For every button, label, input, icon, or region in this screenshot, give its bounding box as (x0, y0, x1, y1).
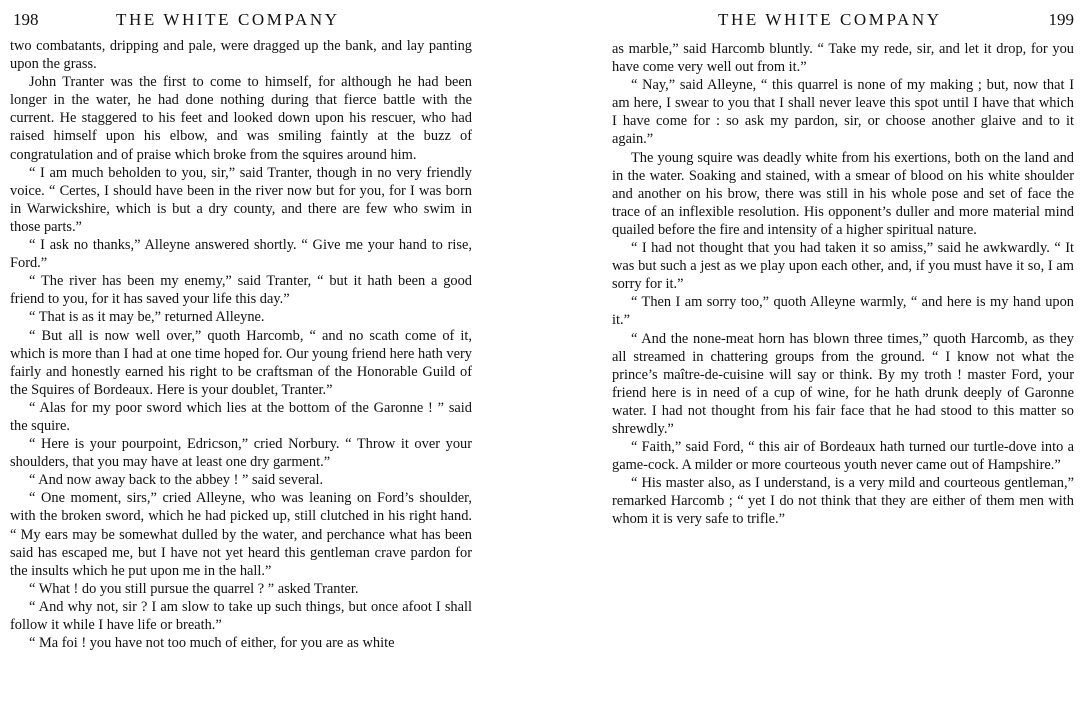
paragraph: “ I am much beholden to you, sir,” said Tranter, though in no very friendly voice. “ Certes, I should have been in the river now but for you, for I was born in Warwickshire, which is but a dry county, and there are few who swim in those parts.” (10, 164, 472, 235)
right-page (612, 0, 1074, 708)
running-head-left (10, 0, 472, 34)
paragraph: two combatants, dripping and pale, were dragged up the bank, and lay panting upon the grass. (10, 38, 472, 73)
paragraph: “ Alas for my poor sword which lies at the bottom of the Garonne ! ” said the squire. (10, 399, 472, 434)
paragraph: “ The river has been my enemy,” said Tranter, “ but it hath been a good friend to you, for it has saved your life this day.” (10, 273, 472, 308)
paragraph: “ One moment, sirs,” cried Alleyne, who was leaning on Ford’s shoulder, with the broken sword, which he had picked up, still clutched in his right hand. “ My ears may be somewhat dulled by the water, and perchance what has been said has escaped me, but I have not yet heard this gentleman crave pardon for the insults which he put upon me in the hall.” (10, 490, 472, 579)
left-page-text (10, 37, 472, 652)
paragraph: “ Then I am sorry too,” quoth Alleyne warmly, “ and here is my hand upon it.” (612, 294, 1074, 329)
paragraph: “ That is as it may be,” returned Alleyne. (29, 309, 265, 326)
book-title-right: THE WHITE COMPANY (718, 10, 942, 29)
paragraph: “ But all is now well over,” quoth Harcomb, “ and no scath come of it, which is more than I had at one time hoped for. Our young friend here hath very fairly and honestly earned his right to be craftsman of the Honorable Guild of the Squires of Bordeaux. Here is your doublet, Tranter.” (10, 327, 472, 398)
running-head-right (612, 0, 1074, 34)
paragraph: The young squire was deadly white from his exertions, both on the land and in the water. Soaking and stained, with a smear of blood on his white shoulder and another on his brow, there was still in his whole pose and set of face the trace of an inflexible resolution. His opponent’s duller and more material mind quailed before the fire and intensity of a higher spiritual nature. (612, 149, 1074, 238)
paragraph: “ I had not thought that you had taken it so amiss,” said he awkwardly. “ It was but such a jest as we play upon each other, and, if you must have it so, I am sorry for it.” (612, 240, 1074, 293)
page-number-left: 198 (13, 10, 39, 29)
paragraph: as marble,” said Harcomb bluntly. “ Take my rede, sir, and let it drop, for you have come very well out from it.” (612, 41, 1074, 76)
paragraph: “ Here is your pourpoint, Edricson,” cried Norbury. “ Throw it over your shoulders, that you may have at least one dry garment.” (10, 436, 472, 471)
paragraph: “ And the none-meat horn has blown three times,” quoth Harcomb, as they all streamed in chattering groups from the ground. “ I know not what the prince’s maître-de-cuisine will say or think. By my troth ! master Ford, your friend here is in need of a cup of wine, for he hath drunk deeply of Garonne water. I had not thought from his fair face that he had stood to this matter so shrewdly.” (612, 330, 1074, 437)
paragraph: “ Nay,” said Alleyne, “ this quarrel is none of my making ; but, now that I am here, I swear to you that I shall never leave this spot until I have that which I have come for : so ask my pardon, sir, or choose another glaive and to it again.” (612, 77, 1074, 148)
paragraph: “ What ! do you still pursue the quarrel ? ” asked Tranter. (29, 580, 359, 597)
paragraph: “ Faith,” said Ford, “ this air of Bordeaux hath turned our turtle-dove into a game-cock. A milder or more courteous youth never came out of Hampshire.” (612, 439, 1074, 474)
paragraph: “ And why not, sir ? I am slow to take up such things, but once afoot I shall follow it while I have life or breath.” (10, 598, 472, 633)
paragraph: John Tranter was the first to come to himself, for although he had been longer in the water, he had done nothing during that fierce battle with the current. He staggered to his feet and looked down upon his rescuer, who had raised himself upon his elbow, and was smiling faintly at the buzz of congratulation and of praise which broke from the squires around him. (10, 74, 472, 163)
book-title-left: THE WHITE COMPANY (116, 10, 340, 29)
right-page-text (612, 40, 1074, 529)
paragraph: “ His master also, as I understand, is a very mild and courteous gentleman,” remarked Harcomb ; “ yet I do not think that they are either of them men with whom it is very safe to trifle.” (612, 475, 1074, 528)
paragraph: “ I ask no thanks,” Alleyne answered shortly. “ Give me your hand to rise, Ford.” (10, 237, 472, 272)
paragraph: “ Ma foi ! you have not too much of either, for you are as white (29, 635, 395, 652)
paragraph: “ And now away back to the abbey ! ” said several. (29, 472, 324, 489)
left-page (10, 0, 472, 708)
page-number-right: 199 (1048, 10, 1074, 29)
